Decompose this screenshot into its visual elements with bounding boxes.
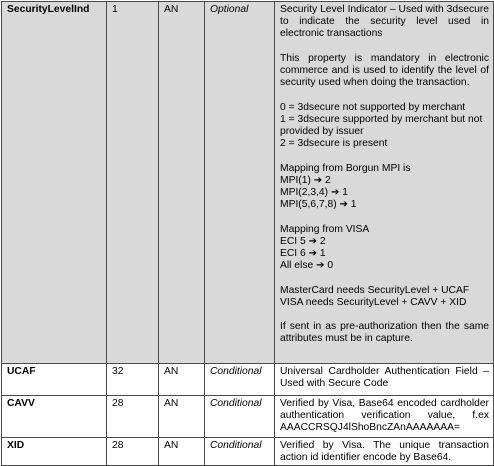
field-description — [275, 396, 494, 438]
description-text: Verified by Visa, Base64 encoded cardholder authentication verification value, f.ex AAACCRSQJ4lShoBncZAnAAAAAAA= — [280, 398, 489, 434]
field-description — [275, 2, 494, 364]
field-length: 28 — [107, 396, 159, 438]
mapping-from: ECI 5 — [280, 235, 306, 247]
arrow-right-icon: ➔ — [316, 260, 325, 272]
field-name: XID — [2, 438, 107, 466]
table-row — [2, 438, 494, 466]
description-intro: Security Level Indicator – Used with 3dsecure to indicate the security level used in electronic transactions — [280, 4, 489, 40]
field-spec-table — [1, 1, 494, 466]
mapping-to: 0 — [327, 260, 334, 272]
field-requirement: Optional — [205, 2, 275, 364]
card-requirement-line: MasterCard needs SecurityLevel + UCAF — [280, 284, 470, 296]
field-type: AN — [159, 2, 205, 364]
card-requirements — [280, 285, 489, 309]
mapping-to: 2 — [325, 174, 331, 186]
security-level-line: 1 = 3dsecure supported by merchant but not provided by issuer — [280, 113, 483, 137]
field-type: AN — [159, 396, 205, 438]
field-name: CAVV — [2, 396, 107, 438]
mapping-from: MPI(5,6,7,8) — [280, 199, 337, 211]
mapping-to: 1 — [350, 199, 357, 211]
card-requirement-line: VISA needs SecurityLevel + CAVV + XID — [280, 296, 467, 308]
field-type: AN — [159, 364, 205, 396]
visa-mapping — [280, 224, 489, 273]
table-row — [2, 2, 494, 364]
borgun-mapping — [280, 163, 489, 212]
mapping-to: 1 — [319, 248, 326, 259]
field-length: 28 — [107, 438, 159, 466]
table-row — [2, 364, 494, 396]
mapping-from: All else — [280, 260, 314, 272]
arrow-right-icon: ➔ — [330, 187, 340, 198]
field-type: AN — [159, 438, 205, 466]
mapping-to: 2 — [319, 235, 326, 247]
field-length: 32 — [107, 364, 159, 396]
arrow-right-icon: ➔ — [339, 199, 348, 211]
field-requirement: Conditional — [205, 396, 275, 438]
visa-mapping-heading: Mapping from VISA — [280, 223, 370, 235]
mapping-from: MPI(2,3,4) — [280, 187, 329, 198]
arrow-right-icon: ➔ — [308, 248, 318, 259]
field-description — [275, 438, 494, 466]
mapping-from: MPI(1) — [280, 174, 311, 186]
description-text: Verified by Visa. The unique transaction action id identifier encode by Base64. — [280, 440, 489, 464]
borgun-mapping-heading: Mapping from Borgun MPI is — [280, 162, 411, 174]
field-requirement: Conditional — [205, 438, 275, 466]
security-level-line: 0 = 3dsecure not supported by merchant — [280, 101, 466, 113]
field-requirement: Conditional — [205, 364, 275, 396]
description-text: Universal Cardholder Authentication Field – Used with Secure Code — [280, 366, 489, 390]
mapping-from: ECI 6 — [280, 248, 306, 259]
description-mandatory: This property is mandatory in electronic commerce and is used to identify the level of security used when doing the transaction. — [280, 52, 489, 89]
security-levels — [280, 102, 489, 151]
field-length: 1 — [107, 2, 159, 364]
preauth-note: If sent in as pre-authorization then the same attributes must be in capture. — [280, 321, 489, 345]
field-description — [275, 364, 494, 396]
mapping-to: 1 — [342, 187, 348, 198]
field-name: UCAF — [2, 364, 107, 396]
arrow-right-icon: ➔ — [313, 174, 323, 186]
arrow-right-icon: ➔ — [308, 235, 318, 247]
field-name: SecurityLevelInd — [2, 2, 107, 364]
table-row — [2, 396, 494, 438]
security-level-line: 2 = 3dsecure is present — [280, 138, 388, 150]
